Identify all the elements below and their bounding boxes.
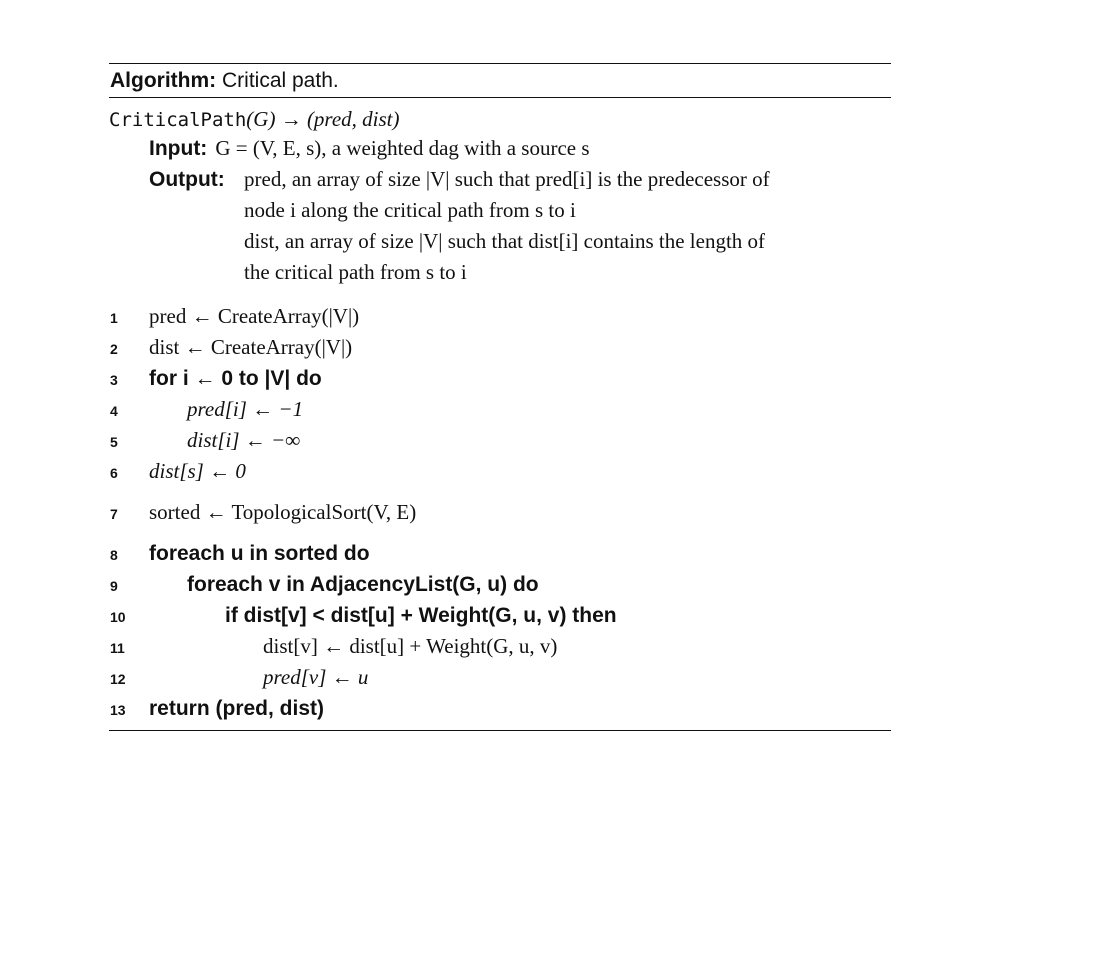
line-code: if dist[v] < dist[u] + Weight(G, u, v) then bbox=[225, 604, 617, 627]
input-row bbox=[149, 133, 891, 164]
code-line bbox=[109, 456, 891, 487]
code-line bbox=[109, 538, 891, 569]
line-code: foreach v in AdjacencyList(G, u) do bbox=[187, 573, 539, 596]
line-number: 2 bbox=[110, 341, 118, 357]
algorithm-title-prefix: Algorithm: bbox=[110, 69, 217, 92]
algorithm-body bbox=[109, 301, 891, 730]
line-number: 7 bbox=[110, 506, 118, 522]
output-line: pred, an array of size |V| such that pred[i] is the predecessor of bbox=[244, 167, 770, 191]
line-number: 3 bbox=[110, 372, 118, 388]
line-number: 9 bbox=[110, 578, 118, 594]
line-number: 11 bbox=[110, 640, 125, 656]
line-code: dist[v] ← dist[u] + Weight(G, u, v) bbox=[263, 634, 558, 658]
line-number: 8 bbox=[110, 547, 118, 563]
code-line bbox=[109, 569, 891, 600]
line-number: 5 bbox=[110, 434, 118, 450]
line-code: foreach u in sorted do bbox=[149, 542, 370, 565]
line-number: 4 bbox=[110, 403, 118, 419]
line-code: pred[i] ← −1 bbox=[187, 397, 304, 421]
algorithm-title-text: Critical path. bbox=[222, 69, 339, 92]
line-number: 10 bbox=[110, 609, 126, 625]
code-line bbox=[109, 301, 891, 332]
algorithm-signature bbox=[109, 105, 891, 133]
function-name: CriticalPath bbox=[109, 109, 247, 131]
code-line bbox=[109, 631, 891, 662]
line-code: pred ← CreateArray(|V|) bbox=[149, 304, 360, 328]
output-label: Output: bbox=[149, 168, 225, 191]
line-code: return (pred, dist) bbox=[149, 697, 325, 720]
input-label: Input: bbox=[149, 137, 208, 160]
output-line: dist, an array of size |V| such that dist[i] contains the length of bbox=[244, 229, 766, 253]
output-line: node i along the critical path from s to i bbox=[244, 198, 576, 222]
line-code: for i ← 0 to |V| do bbox=[149, 367, 322, 390]
return-arrow: → bbox=[280, 107, 302, 131]
line-number: 1 bbox=[110, 310, 118, 326]
line-code: pred[v] ← u bbox=[263, 665, 369, 689]
line-code: dist[s] ← 0 bbox=[149, 459, 246, 483]
code-line bbox=[109, 693, 891, 724]
code-line bbox=[109, 363, 891, 394]
code-line bbox=[109, 662, 891, 693]
function-args: (G) bbox=[246, 107, 276, 131]
code-line bbox=[109, 425, 891, 456]
output-line: the critical path from s to i bbox=[244, 260, 467, 284]
code-line bbox=[109, 332, 891, 363]
line-number: 6 bbox=[110, 465, 118, 481]
line-number: 13 bbox=[110, 702, 126, 718]
algorithm-box bbox=[109, 63, 891, 731]
input-text: G = (V, E, s), a weighted dag with a source s bbox=[215, 136, 590, 160]
output-description bbox=[244, 164, 770, 288]
algorithm-title bbox=[109, 64, 891, 97]
line-code: dist[i] ← −∞ bbox=[187, 428, 301, 452]
bottom-rule bbox=[109, 730, 891, 731]
function-returns: (pred, dist) bbox=[306, 107, 400, 131]
code-line bbox=[109, 600, 891, 631]
line-code: dist ← CreateArray(|V|) bbox=[149, 335, 353, 359]
line-code: sorted ← TopologicalSort(V, E) bbox=[149, 500, 417, 524]
output-row bbox=[149, 164, 891, 288]
code-line bbox=[109, 497, 891, 528]
line-number: 12 bbox=[110, 671, 126, 687]
code-line bbox=[109, 394, 891, 425]
title-rule bbox=[109, 97, 891, 98]
